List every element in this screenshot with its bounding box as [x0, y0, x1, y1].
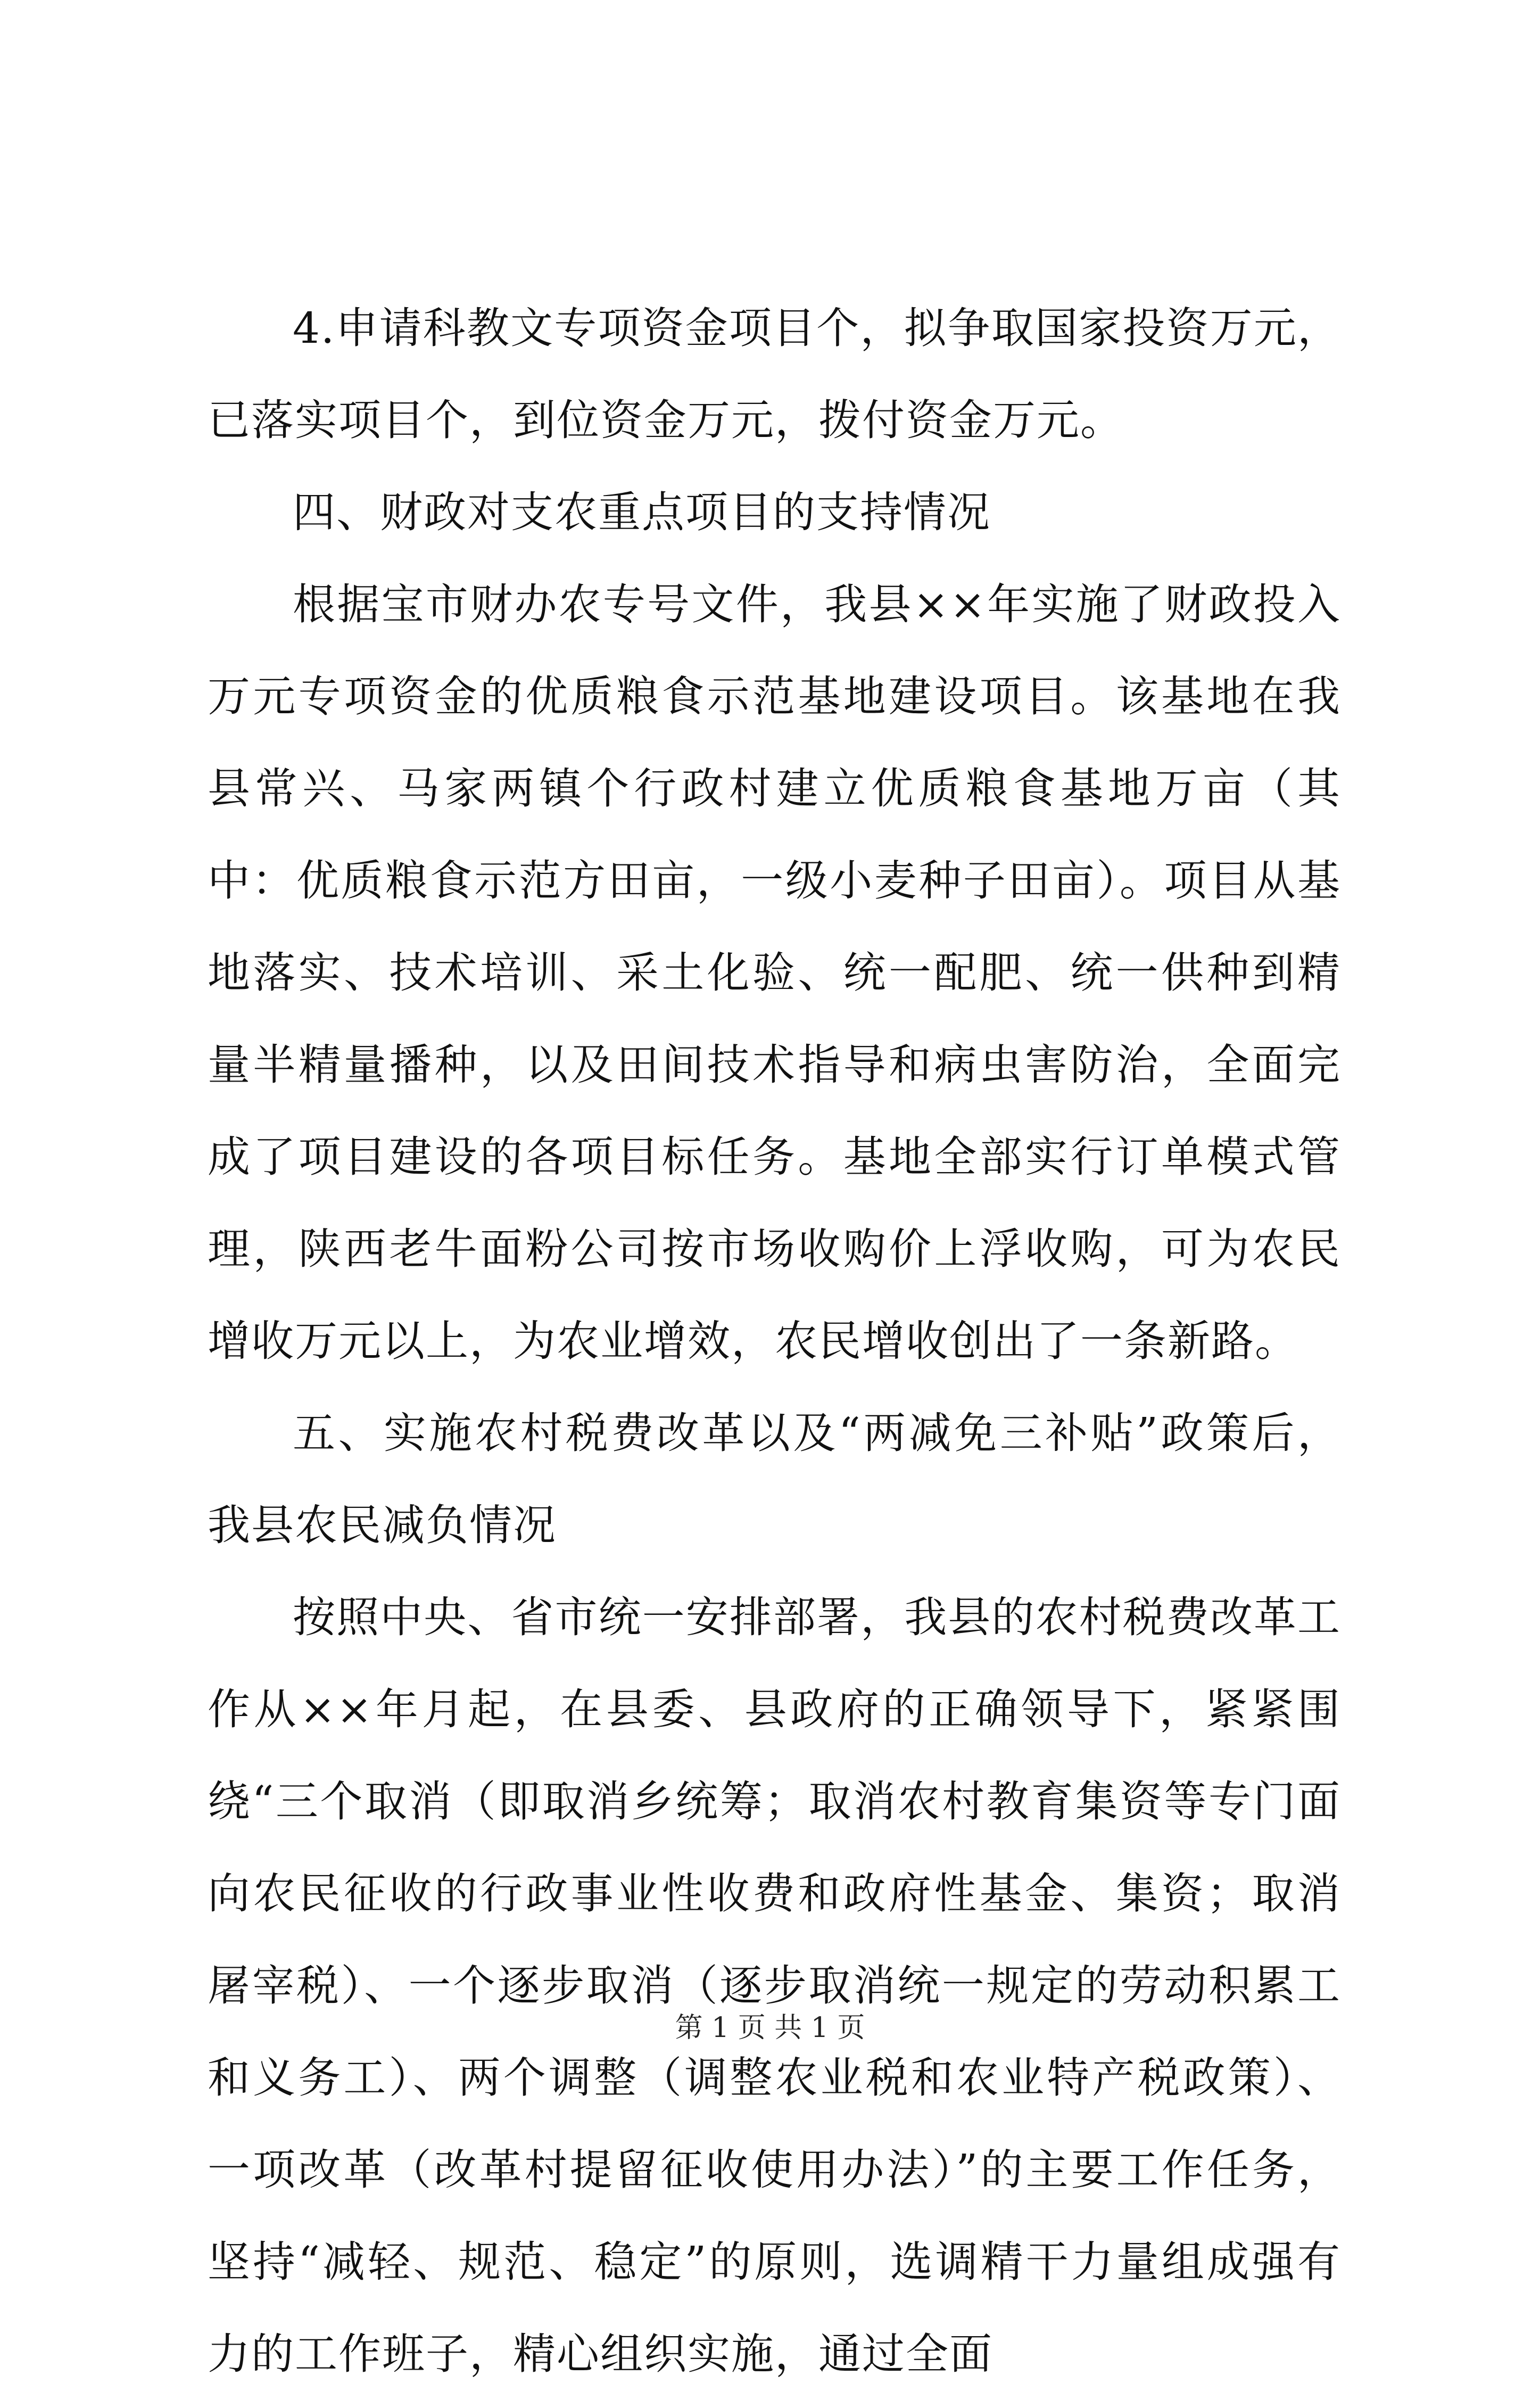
paragraph-tax-reform: 按照中央、省市统一安排部署，我县的农村税费改革工作从××年月起，在县委、县政府的正确领导下，紧紧围绕“三个取消（即取消乡统筹；取消农村教育集资等专门面向农民征收的行政事业性收费和政府性基金、集资；取消屠宰税）、一个逐步取消（逐步取消统一规定的劳动积累工和义务工）、两个调整（调整农业税和农业特产税政策）、一项改革（改革村提留征收使用办法）”的主要工作任务，坚持“减轻、规范、稳定”的原则，选调精干力量组成强有力的工作班子，精心组织实施，通过全面 — [208, 1593, 1341, 2379]
section-heading-4: 四、财政对支农重点项目的支持情况 — [293, 488, 991, 537]
page-footer: 第 1 页 共 1 页 — [675, 2012, 865, 2044]
document-body — [208, 282, 1341, 2400]
paragraph-grain-base-project: 根据宝市财办农专号文件，我县××年实施了财政投入万元专项资金的优质粮食示范基地建设项目。该基地在我县常兴、马家两镇个行政村建立优质粮食基地万亩（其中：优质粮食示范方田亩，一级小麦种子田亩）。项目从基地落实、技术培训、采土化验、统一配肥、统一供种到精量半精量播种，以及田间技术指导和病虫害防治，全面完成了项目建设的各项目标任务。基地全部实行订单模式管理，陕西老牛面粉公司按市场收购价上浮收购，可为农民增收万元以上，为农业增效，农民增收创出了一条新路。 — [208, 580, 1341, 1366]
section-heading-5: 五、实施农村税费改革以及“两减免三补贴”政策后，我县农民减负情况 — [208, 1408, 1341, 1550]
paragraph-item-4-funding: 4.申请科教文专项资金项目个，拟争取国家投资万元，已落实项目个，到位资金万元，拨付资金万元。 — [208, 303, 1341, 445]
